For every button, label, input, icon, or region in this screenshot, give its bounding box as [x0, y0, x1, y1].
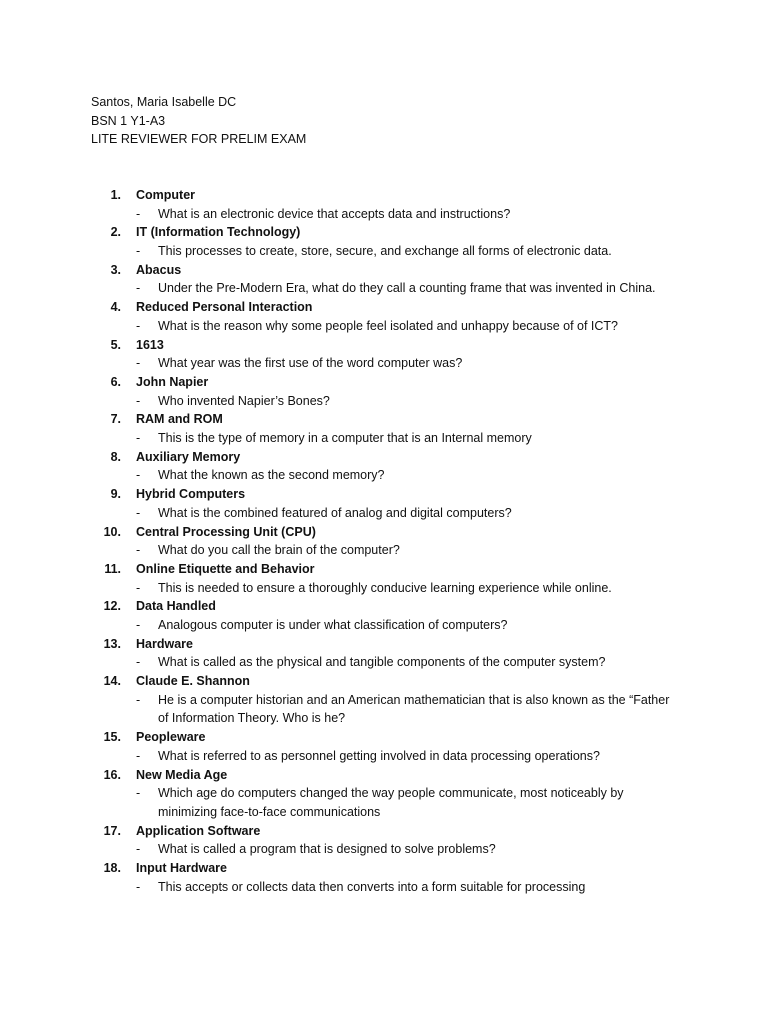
list-item-answer	[0, 766, 768, 785]
item-answer: Hybrid Computers	[136, 487, 246, 502]
student-name: Santos, Maria Isabelle DC	[91, 95, 237, 109]
list-item-question	[0, 205, 768, 224]
list-item-answer	[0, 410, 768, 429]
list-item-answer	[0, 223, 768, 242]
list-item-question	[0, 242, 768, 261]
item-answer: Abacus	[136, 262, 182, 277]
item-answer: Input Hardware	[136, 861, 227, 876]
item-number: 9.	[110, 487, 121, 502]
document-title: LITE REVIEWER FOR PRELIM EXAM	[91, 132, 307, 147]
item-answer: New Media Age	[136, 767, 228, 782]
list-item-question	[0, 616, 768, 635]
list-item-answer	[0, 728, 768, 747]
item-question-text: What the known as the second memory?	[158, 468, 385, 483]
list-item-question	[0, 747, 768, 766]
item-number: 8.	[110, 449, 121, 464]
item-number: 4.	[110, 300, 121, 315]
list-item-question	[0, 466, 768, 485]
list-item-question	[0, 691, 768, 728]
item-answer: Online Etiquette and Behavior	[136, 561, 315, 576]
list-item-answer	[0, 859, 768, 878]
item-number: 6.	[110, 374, 121, 389]
bullet-dash: -	[136, 543, 141, 558]
item-question-text: This processes to create, store, secure, and exchange all forms of electronic data.	[158, 244, 612, 259]
item-answer: John Napier	[136, 374, 209, 389]
item-answer: 1613	[136, 337, 164, 352]
item-question-text: This is the type of memory in a computer that is an Internal memory	[158, 431, 532, 446]
item-answer: Computer	[136, 188, 196, 202]
item-number: 12.	[103, 599, 121, 614]
bullet-dash: -	[136, 786, 141, 801]
list-item-question	[0, 279, 768, 298]
bullet-dash: -	[136, 842, 141, 857]
item-number: 17.	[103, 823, 121, 838]
student-section: BSN 1 Y1-A3	[91, 113, 166, 128]
bullet-dash: -	[136, 655, 141, 670]
item-question-text: What is an electronic device that accepts data and instructions?	[158, 206, 511, 221]
item-question-text: What is referred to as personnel getting involved in data processing operations?	[158, 748, 600, 763]
item-question-text: Who invented Napier’s Bones?	[158, 393, 330, 408]
item-question-text: What is the reason why some people feel isolated and unhappy because of of ICT?	[158, 318, 619, 333]
bullet-dash: -	[136, 244, 141, 259]
bullet-dash: -	[136, 431, 141, 446]
item-answer: Peopleware	[136, 730, 206, 745]
item-answer: Application Software	[136, 823, 261, 838]
item-answer: Auxiliary Memory	[136, 449, 241, 464]
list-item-answer	[0, 672, 768, 691]
item-answer: Central Processing Unit (CPU)	[136, 524, 316, 539]
item-question-text: He is a computer historian and an American mathematician that is also known as the “Father of Information Theory. Who is he?	[158, 692, 670, 726]
item-question-text: What is called a program that is designed to solve problems?	[158, 842, 496, 857]
list-item-answer	[0, 635, 768, 654]
list-item-answer	[0, 597, 768, 616]
list-item-question	[0, 878, 768, 897]
bullet-dash: -	[136, 617, 141, 632]
list-item-answer	[0, 298, 768, 317]
item-answer: Reduced Personal Interaction	[136, 300, 313, 315]
list-item-answer	[0, 485, 768, 504]
document-header	[91, 93, 306, 149]
item-number: 7.	[110, 412, 121, 427]
item-question-text: Analogous computer is under what classification of computers?	[158, 617, 508, 632]
item-question-text: What do you call the brain of the computer?	[158, 543, 400, 558]
list-item-question	[0, 840, 768, 859]
list-item-question	[0, 653, 768, 672]
item-question-text: Under the Pre-Modern Era, what do they call a counting frame that was invented in China.	[158, 281, 656, 296]
bullet-dash: -	[136, 879, 141, 894]
item-number: 18.	[103, 861, 121, 876]
item-question-text: This is needed to ensure a thoroughly conducive learning experience while online.	[158, 580, 612, 595]
list-item-answer	[0, 186, 768, 205]
list-item-question	[0, 784, 768, 821]
item-number: 3.	[110, 262, 121, 277]
item-number: 10.	[103, 524, 121, 539]
item-number: 13.	[103, 636, 121, 651]
list-item-answer	[0, 822, 768, 841]
item-number: 14.	[103, 674, 121, 689]
list-item-question	[0, 579, 768, 598]
bullet-dash: -	[136, 281, 141, 296]
bullet-dash: -	[136, 748, 141, 763]
item-number: 11.	[104, 561, 121, 576]
item-number: 16.	[103, 767, 121, 782]
item-answer: Claude E. Shannon	[136, 674, 250, 689]
item-answer: Data Handled	[136, 599, 216, 614]
item-number: 2.	[110, 225, 121, 240]
list-item-answer	[0, 336, 768, 355]
item-number: 5.	[110, 337, 121, 352]
item-question-text: What is called as the physical and tangible components of the computer system?	[158, 655, 606, 670]
item-answer: Hardware	[136, 636, 193, 651]
item-number: 1.	[110, 188, 121, 202]
item-question-text: What is the combined featured of analog and digital computers?	[158, 505, 512, 520]
list-item-answer	[0, 373, 768, 392]
list-item-answer	[0, 261, 768, 280]
item-answer: IT (Information Technology)	[136, 225, 301, 240]
list-item-answer	[0, 523, 768, 542]
bullet-dash: -	[136, 356, 141, 371]
bullet-dash: -	[136, 580, 141, 595]
list-item-question	[0, 317, 768, 336]
list-item-answer	[0, 448, 768, 467]
reviewer-list	[0, 186, 768, 896]
bullet-dash: -	[136, 393, 141, 408]
list-item-question	[0, 354, 768, 373]
item-answer: RAM and ROM	[136, 412, 223, 427]
list-item-question	[0, 429, 768, 448]
bullet-dash: -	[136, 206, 141, 221]
item-question-text: This accepts or collects data then converts into a form suitable for processing	[158, 879, 586, 894]
item-number: 15.	[103, 730, 121, 745]
item-question-text: Which age do computers changed the way people communicate, most noticeably by minimizing face-to-face communications	[158, 786, 624, 819]
bullet-dash: -	[136, 318, 141, 333]
list-item-question	[0, 392, 768, 411]
bullet-dash: -	[136, 468, 141, 483]
list-item-question	[0, 541, 768, 560]
list-item-answer	[0, 560, 768, 579]
list-item-question	[0, 504, 768, 523]
bullet-dash: -	[136, 692, 141, 707]
bullet-dash: -	[136, 505, 141, 520]
item-question-text: What year was the first use of the word computer was?	[158, 356, 463, 371]
